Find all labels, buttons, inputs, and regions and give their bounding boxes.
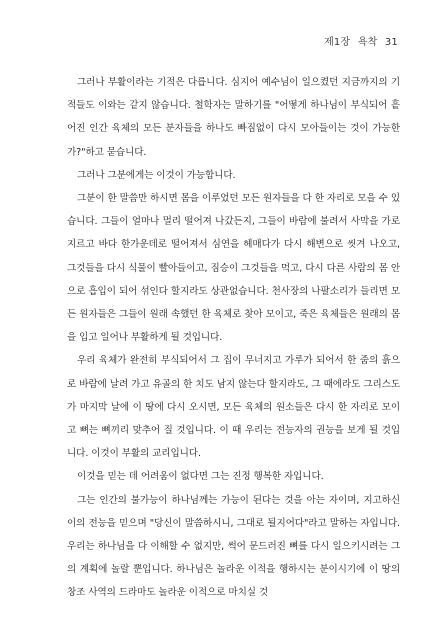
body-text bbox=[67, 71, 400, 605]
paragraph: 이것을 믿는 데 어려움이 없다면 그는 진정 행복한 자입니다. bbox=[77, 471, 324, 483]
running-header bbox=[324, 33, 398, 48]
paragraph: 그분이 한 말씀만 하시면 몸을 이루었던 모든 원자들을 다 한 자리로 모을 수 있습니다. 그들이 얼마나 멀리 떨어져 나갔든지, 그들이 바람에 불려서 사막을 가로지르고 바다 한가운데로 떨어져서 심연을 헤매다가 다시 해변으로 씻겨 나오고, 그것들을 다시 식물이 빨아들이고, 짐승이 그것들을 먹고, 다시 다른 사람의 몸 안으로 흡입이 되어 섞인다 할지라도 상관없습니다. 천사장의 나팔소리가 들리면 모든 원자들은 그들이 원래 속했던 한 육체로 찾아 모이고, 죽은 육체들은 원래의 몸을 입고 일어나 부활하게 될 것입니다. bbox=[67, 193, 400, 344]
section-title: 욕착 bbox=[357, 37, 378, 48]
paragraph: 그러나 부활이라는 기적은 다릅니다. 심지어 예수님이 일으켰던 지금까지의 기적들도 이와는 같지 않습니다. 철학자는 말하기를 "어떻게 하나님이 부식되어 흩어진 인간 육체의 모든 분자들을 하나도 빠짐없이 다시 모아들이는 것이 가능한가?"하고 묻습니다. bbox=[67, 77, 400, 158]
paragraph: 그는 인간의 불가능이 하나님께는 가능이 된다는 것을 아는 자이며, 지고하신 이의 전능을 믿으며 "당신이 말씀하시니, 그대로 될지어다"라고 말하는 자입니다. 우리는 하나님을 다 이해할 수 없지만, 썩어 문드러진 뼈를 다시 일으키시려는 그의 계획에 놀랄 뿐입니다. 하나님은 놀라운 이적을 행하시는 분이시기에 이 땅의 창조 사역의 드라마도 놀라운 이적으로 마치실 것 bbox=[67, 494, 400, 599]
page-number: 31 bbox=[384, 37, 398, 48]
paragraph: 그러나 그분에게는 이것이 가능합니다. bbox=[77, 169, 236, 181]
paragraph: 우리 육체가 완전히 부식되어서 그 집이 무너지고 가루가 되어서 한 줌의 흙으로 바람에 날려 가고 유골의 한 치도 남지 않는다 할지라도, 그 때에라도 그리스도가 마지막 날에 이 땅에 다시 오시면, 모든 육체의 원소들은 다시 한 자리로 모이고 뼈는 뼈끼리 맞추어 질 것입니다. 이 때 우리는 전능자의 권능을 보게 될 것입니다. 이것이 부활의 교리입니다. bbox=[67, 355, 400, 460]
chapter-label: 제1장 bbox=[324, 37, 351, 48]
